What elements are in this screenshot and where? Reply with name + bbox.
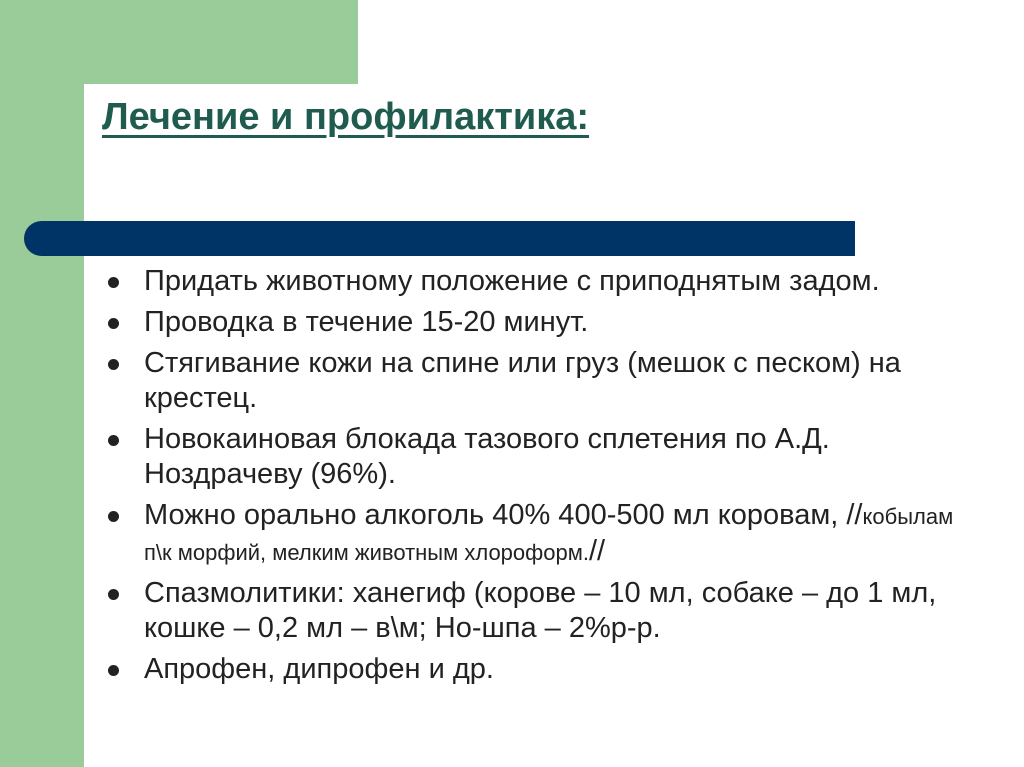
bullet-dot-icon (108, 359, 119, 370)
list-item (102, 305, 982, 340)
list-item (102, 576, 982, 646)
list-item-text: Можно орально алкоголь 40% 400-500 мл коровам, // (144, 499, 863, 531)
list-item-text: Спазмолитики: ханегиф (корове – 10 мл, собаке – до 1 мл, кошке – 0,2 мл – в\м; Но-шпа – 2%р-р. (144, 577, 937, 644)
decor-green-strip (0, 84, 84, 767)
list-item (102, 264, 982, 299)
list-item-text: Стягивание кожи на спине или груз (мешок с песком) на крестец. (144, 347, 901, 414)
bullet-dot-icon (108, 589, 119, 600)
list-item (102, 422, 982, 492)
list-item-tail: // (588, 535, 606, 567)
list-item-text: Новокаиновая блокада тазового сплетения по А.Д. Ноздрачеву (96%). (144, 423, 830, 490)
list-item-text: Проводка в течение 15-20 минут. (144, 306, 589, 338)
list-item-small-text: кобылам п\к морфий, мелким животным хлороформ. (144, 504, 954, 565)
bullet-dot-icon (108, 435, 119, 446)
list-item (102, 652, 982, 687)
list-item-text: Апрофен, дипрофен и др. (144, 653, 494, 685)
decor-navy-bar (24, 221, 855, 256)
list-item-text: Придать животному положение с приподнятым задом. (144, 265, 880, 297)
list-item (102, 346, 982, 416)
bullet-dot-icon (108, 318, 119, 329)
bullet-dot-icon (108, 277, 119, 288)
list-item (102, 498, 982, 570)
page-title: Лечение и профилактика: (102, 96, 590, 138)
bullet-dot-icon (108, 511, 119, 522)
bullet-dot-icon (108, 665, 119, 676)
bullet-list (102, 264, 982, 693)
decor-green-block (0, 0, 358, 84)
